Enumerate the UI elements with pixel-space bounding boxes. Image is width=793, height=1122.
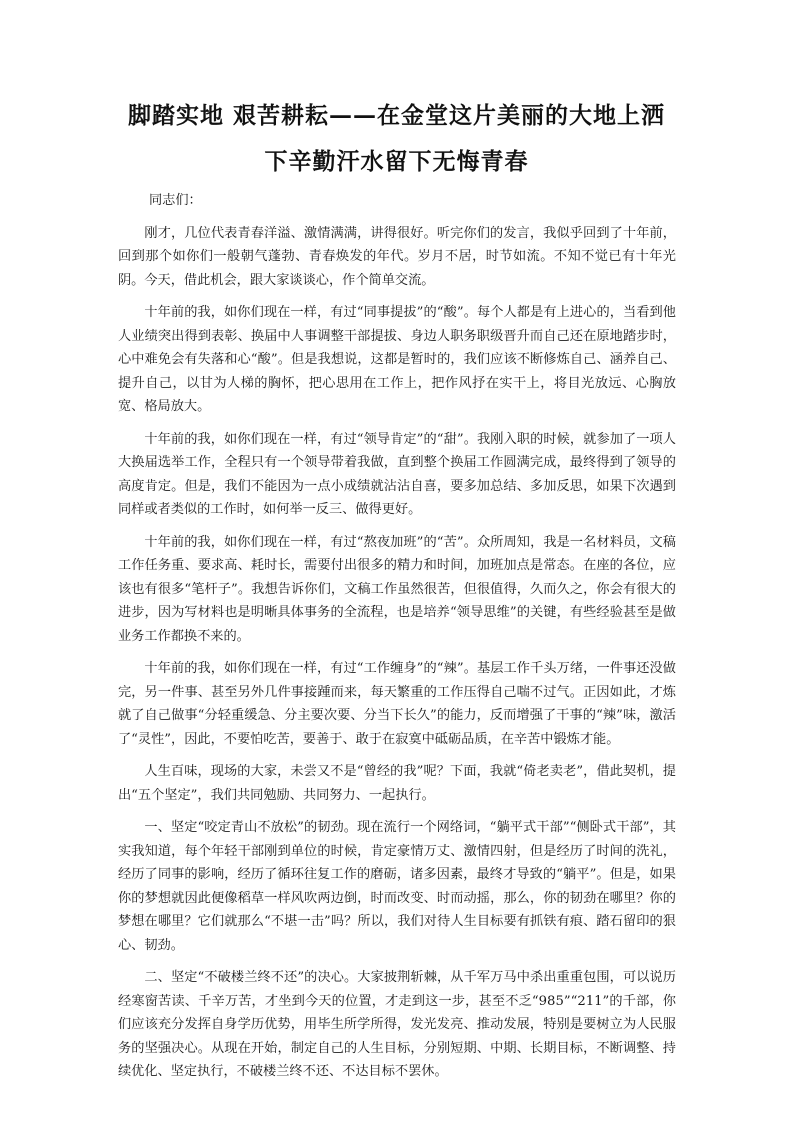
- paragraph: 刚才，几位代表青春洋溢、激情满满，讲得很好。听完你们的发言，我似乎回到了十年前，回到那个如你们一般朝气蓬勃、青春焕发的年代。岁月不居，时节如流。不知不觉已有十年光阴。今天，借此机会，跟大家谈谈心，作个简单交流。: [118, 225, 676, 288]
- paragraph: 十年前的我，如你们现在一样，有过“领导肯定”的“甜”。我刚入职的时候，就参加了一项人大换届选举工作，全程只有一个领导带着我做，直到整个换届工作圆满完成，最终得到了领导的高度肯定。但是，我们不能因为一点小成绩就沾沾自喜，要多加总结、多加反思，如果下次遇到同样或者类似的工作时，如何举一反三、做得更好。: [118, 431, 676, 517]
- document-title-line-2: 下辛勤汗水留下无悔青春: [264, 148, 529, 175]
- document-body: [118, 189, 676, 1093]
- paragraph: 十年前的我，如你们现在一样，有过“熬夜加班”的“苦”。众所周知，我是一名材料员，文稿工作任务重、要求高、耗时长，需要付出很多的精力和时间，加班加点是常态。在座的各位，应该也有很多“笔杆子”。我想告诉你们，文稿工作虽然很苦，但很值得，久而久之，你会有很大的进步，因为写材料也是明晰具体事务的全流程，也是培养“领导思维”的关键，有些经验甚至是做业务工作都换不来的。: [118, 534, 676, 644]
- paragraph: 人生百味，现场的大家，未尝又不是“曾经的我”呢？下面，我就“倚老卖老”，借此契机，提出“五个坚定”，我们共同勉励、共同努力、一起执行。: [118, 764, 676, 803]
- paragraph: 二、坚定“不破楼兰终不还”的决心。大家披荆斩棘，从千军万马中杀出重重包围，可以说历经寒窗苦读、千辛万苦，才坐到今天的位置，才走到这一步，甚至不乏“985”“211”的千部，你们应该充分发挥自身学历优势，用毕生所学所得，发光发亮、推动发展，特别是要树立为人民服务的坚强决心。从现在开始，制定自己的人生目标，分别短期、中期、长期目标，不断调整、持续优化、坚定执行，不破楼兰终不还、不达目标不罢休。: [118, 970, 676, 1079]
- paragraph: 一、坚定“咬定青山不放松”的韧劲。现在流行一个网络词，“躺平式干部”“侧卧式干部”，其实我知道，每个年轻干部刚到单位的时候，肯定豪情万丈、激情四射，但是经历了时间的洗礼，经历了同事的影响，经历了循环往复工作的磨砺，诸多因素，最终才导致的“躺平”。但是，如果你的梦想就因此便像稻草一样风吹两边倒，时而改变、时而动摇，那么，你的韧劲在哪里？你的梦想在哪里？它们就那么“不堪一击”吗？所以，我们对待人生目标要有抓铁有痕、踏石留印的狠心、韧劲。: [118, 820, 676, 953]
- paragraph: 十年前的我，如你们现在一样，有过“同事提拔”的“酸”。每个人都是有上进心的，当看到他人业绩突出得到表彰、换届中人事调整干部提拔、身边人职务职级晋升而自己还在原地踏步时，心中难免会有失落和心“酸”。但是我想说，这都是暂时的，我们应该不断修炼自己、涵养自己、提升自己，以甘为人梯的胸怀，把心思用在工作上，把作风抒在实干上，将目光放远、心胸放宽、格局放大。: [118, 305, 676, 414]
- document-title-line-1: 脚踏实地 艰苦耕耘——在金堂这片美丽的大地上洒: [127, 102, 665, 129]
- salutation: 同志们：: [149, 193, 202, 208]
- paragraph: 十年前的我，如你们现在一样，有过“工作缠身”的“辣”。基层工作千头万绪，一件事还没做完，另一件事、甚至另外几件事接踵而来，每天繁重的工作压得自己喘不过气。正因如此，才炼就了自己做事“分轻重缓急、分主要次要、分当下长久”的能力，反而增强了干事的“辣”味，激活了“灵性”，因此，不要怕吃苦，要善于、敢于在寂寞中砥砺品质，在辛苦中锻炼才能。: [118, 661, 676, 747]
